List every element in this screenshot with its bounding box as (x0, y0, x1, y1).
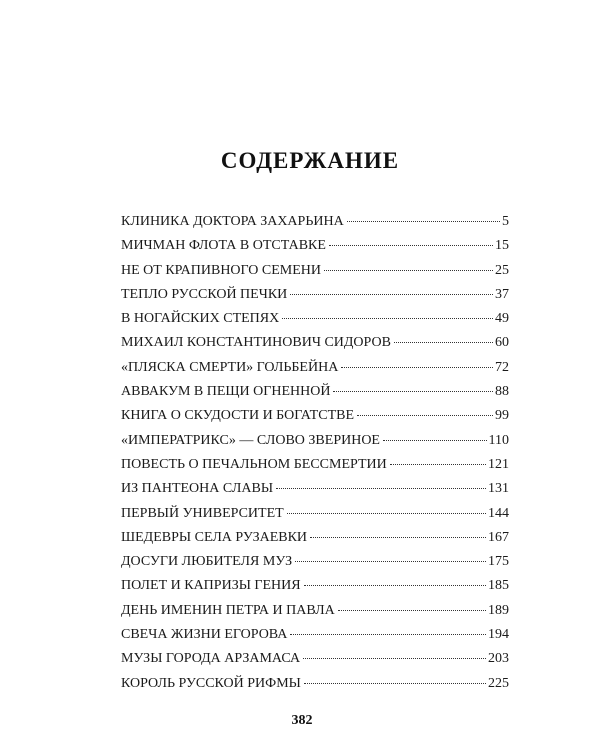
toc-entry-page: 25 (495, 262, 509, 278)
dot-leader (290, 294, 493, 295)
dot-leader (329, 245, 493, 246)
toc-entry-page: 49 (495, 311, 509, 327)
toc-entry-page: 37 (495, 286, 509, 302)
toc-entry (121, 528, 509, 552)
dot-leader (390, 464, 486, 465)
dot-leader (310, 537, 486, 538)
dot-leader (304, 683, 486, 684)
toc-entry-page: 167 (488, 529, 509, 545)
dot-leader (357, 415, 493, 416)
toc-entry-title: ПЕРВЫЙ УНИВЕРСИТЕТ (121, 505, 284, 521)
toc-entry-title: КЛИНИКА ДОКТОРА ЗАХАРЬИНА (121, 214, 344, 229)
toc-entry (121, 309, 509, 333)
dot-leader (282, 318, 493, 319)
toc-entry-page: 88 (495, 384, 509, 400)
toc-entry-title: НЕ ОТ КРАПИВНОГО СЕМЕНИ (121, 262, 322, 278)
toc-entry (121, 625, 509, 649)
toc-entry-page: 60 (495, 335, 509, 351)
toc-entry (121, 576, 509, 600)
toc-entry (121, 455, 509, 479)
table-of-contents (121, 212, 509, 698)
toc-entry (121, 504, 509, 528)
toc-entry (121, 261, 509, 285)
toc-entry (121, 674, 509, 698)
toc-entry-title: ИЗ ПАНТЕОНА СЛАВЫ (121, 481, 274, 497)
toc-entry-title: МИХАИЛ КОНСТАНТИНОВИЧ СИДОРОВ (121, 335, 391, 351)
toc-entry-title: АВВАКУМ В ПЕЩИ ОГНЕННОЙ (121, 384, 331, 400)
toc-entry-page: 225 (488, 675, 509, 691)
toc-entry (121, 552, 509, 576)
toc-entry (121, 431, 509, 455)
dot-leader (324, 270, 493, 271)
toc-entry-title: ДОСУГИ ЛЮБИТЕЛЯ МУЗ (121, 554, 293, 570)
page-title: СОДЕРЖАНИЕ (220, 148, 400, 173)
dot-leader (394, 342, 493, 343)
toc-entry-page: 131 (488, 481, 509, 497)
dot-leader (303, 658, 486, 659)
toc-entry-page: 194 (488, 627, 509, 643)
toc-entry-title: МУЗЫ ГОРОДА АРЗАМАСА (121, 651, 301, 667)
dot-leader (338, 610, 486, 611)
toc-entry (121, 236, 509, 260)
toc-entry-title: ПОЛЕТ И КАПРИЗЫ ГЕНИЯ (121, 578, 301, 594)
toc-entry-title: В НОГАЙСКИХ СТЕПЯХ (121, 311, 280, 327)
toc-entry-title: «ИМПЕРАТРИКС» — СЛОВО ЗВЕРИНОЕ (121, 432, 380, 448)
page-number: 382 (291, 713, 313, 728)
toc-entry-page: 5 (502, 214, 509, 229)
toc-entry-page: 185 (488, 578, 509, 594)
toc-entry-title: ШЕДЕВРЫ СЕЛА РУЗАЕВКИ (121, 529, 308, 545)
toc-entry (121, 382, 509, 406)
dot-leader (304, 585, 486, 586)
dot-leader (333, 391, 493, 392)
dot-leader (383, 440, 487, 441)
toc-entry-page: 110 (488, 432, 509, 448)
toc-entry-title: ПОВЕСТЬ О ПЕЧАЛЬНОМ БЕССМЕРТИИ (121, 456, 387, 472)
toc-entry-title: МИЧМАН ФЛОТА В ОТСТАВКЕ (121, 238, 326, 254)
dot-leader (276, 488, 486, 489)
toc-entry-title: ТЕПЛО РУССКОЙ ПЕЧКИ (121, 286, 288, 302)
toc-entry (121, 406, 509, 430)
dot-leader (295, 561, 486, 562)
dot-leader (347, 221, 500, 222)
toc-entry-page: 203 (488, 651, 509, 667)
toc-entry-page: 121 (488, 456, 509, 472)
toc-entry-title: КОРОЛЬ РУССКОЙ РИФМЫ (121, 675, 301, 691)
dot-leader (290, 634, 486, 635)
toc-entry-title: ДЕНЬ ИМЕНИН ПЕТРА И ПАВЛА (121, 602, 335, 618)
toc-entry-page: 99 (495, 408, 509, 424)
dot-leader (341, 367, 493, 368)
toc-entry-page: 72 (495, 359, 509, 375)
toc-entry (121, 212, 509, 236)
toc-entry-page: 189 (488, 602, 509, 618)
toc-entry (121, 333, 509, 357)
toc-entry (121, 285, 509, 309)
toc-entry-title: «ПЛЯСКА СМЕРТИ» ГОЛЬБЕЙНА (121, 359, 339, 375)
toc-entry-page: 15 (495, 238, 509, 254)
toc-entry-title: КНИГА О СКУДОСТИ И БОГАТСТВЕ (121, 408, 355, 424)
toc-entry (121, 358, 509, 382)
toc-entry-page: 144 (488, 505, 509, 521)
dot-leader (287, 513, 486, 514)
toc-entry (121, 649, 509, 673)
toc-entry-page: 175 (488, 554, 509, 570)
toc-entry-title: СВЕЧА ЖИЗНИ ЕГОРОВА (121, 627, 288, 643)
toc-entry (121, 479, 509, 503)
toc-entry (121, 601, 509, 625)
